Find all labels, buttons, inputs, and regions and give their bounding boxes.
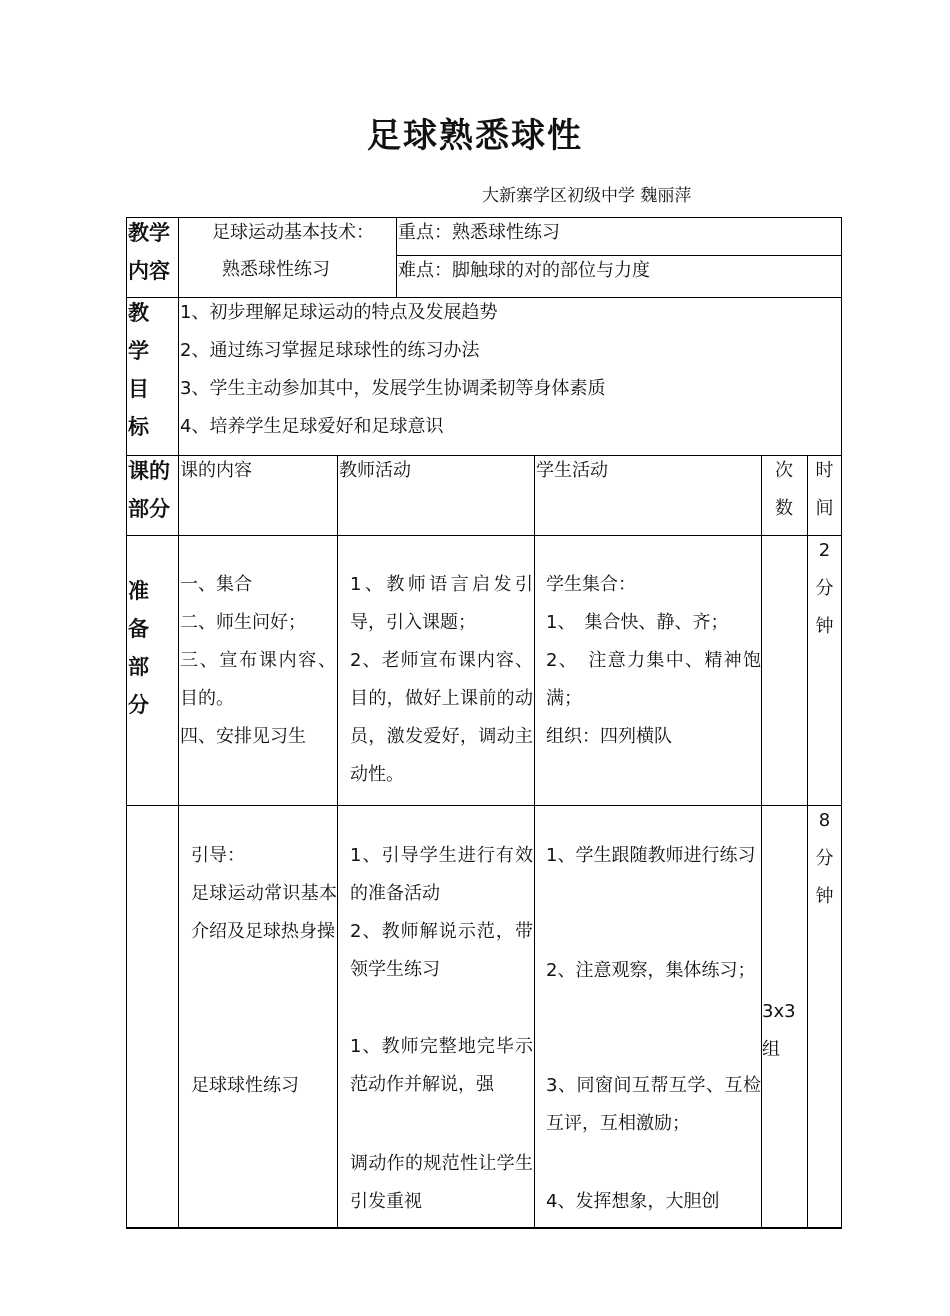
list-item: 4、培养学生足球爱好和足球意识 xyxy=(180,416,444,437)
prep-teacher: 1、教师语言启发引导，引入课题； 2、老师宣布课内容、目的，做好上课前的动员，激发爱好，调动主动性。 xyxy=(350,574,533,785)
table-border-right xyxy=(841,217,842,1228)
table-rule xyxy=(337,455,338,1228)
prep-label: 准 备 部 分 xyxy=(128,579,149,717)
basic-time: 8 分 钟 xyxy=(815,810,834,907)
list-item: 2、通过练习掌握足球球性的练习办法 xyxy=(180,340,480,361)
table-rule xyxy=(534,455,535,1228)
table-border-left xyxy=(126,217,127,1228)
basic-content-practice: 足球球性练习 xyxy=(191,1075,299,1096)
basic-teacher-c: 调动作的规范性让学生引发重视 xyxy=(350,1153,533,1212)
header-time: 时 间 xyxy=(815,460,834,519)
table-rule xyxy=(126,535,842,536)
list-item: 1、初步理解足球运动的特点及发展趋势 xyxy=(180,302,498,323)
table-rule xyxy=(126,805,842,806)
table-rule xyxy=(761,455,762,1228)
table-rule xyxy=(396,217,397,297)
basic-student-d: 4、发挥想象，大胆创 xyxy=(546,1191,720,1212)
author-line: 大新寨学区初级中学 魏丽萍 xyxy=(482,186,692,206)
basic-student-a: 1、学生跟随教师进行练习 xyxy=(546,845,756,866)
prep-student: 学生集合： 1、 集合快、静、齐； 2、 注意力集中、精神饱满； 组织：四列横队 xyxy=(546,574,761,747)
content-topic: 熟悉球性练习 xyxy=(222,259,330,280)
document-title: 足球熟悉球性 xyxy=(367,116,583,156)
basic-content-intro: 引导： 足球运动常识基本介绍及足球热身操 xyxy=(191,845,337,942)
header-part: 课的 部分 xyxy=(128,459,170,521)
basic-teacher-b: 1、教师完整地完毕示范动作并解说，强 xyxy=(350,1036,533,1095)
basic-count: 3x3 组 xyxy=(762,1001,796,1060)
list-item: 3、学生主动参加其中，发展学生协调柔韧等身体素质 xyxy=(180,378,606,399)
content-topic: 足球运动基本技术： xyxy=(212,222,374,243)
header-content: 课的内容 xyxy=(180,460,252,481)
basic-student-c: 3、同窗间互帮互学、互检互评，互相激励； xyxy=(546,1075,761,1134)
table-rule xyxy=(178,217,179,1228)
header-count: 次 数 xyxy=(775,460,793,519)
header-student: 学生活动 xyxy=(536,460,608,481)
basic-teacher-a: 1、引导学生进行有效的准备活动 2、教师解说示范，带领学生练习 xyxy=(350,845,533,980)
key-point: 重点：熟悉球性练习 xyxy=(398,222,560,243)
table-border-bottom xyxy=(126,1227,842,1229)
header-teacher: 教师活动 xyxy=(339,460,411,481)
objectives-label: 教 学 目 标 xyxy=(128,301,149,439)
objectives-list xyxy=(180,294,605,446)
basic-student-b: 2、注意观察，集体练习； xyxy=(546,960,756,981)
prep-time: 2 分 钟 xyxy=(815,540,834,637)
difficulty: 难点：脚触球的对的部位与力度 xyxy=(398,260,650,281)
content-label: 教学 内容 xyxy=(128,221,170,283)
prep-content: 一、集合 二、师生问好； 三、宣布课内容、目的。 四、安排见习生 xyxy=(180,574,336,747)
